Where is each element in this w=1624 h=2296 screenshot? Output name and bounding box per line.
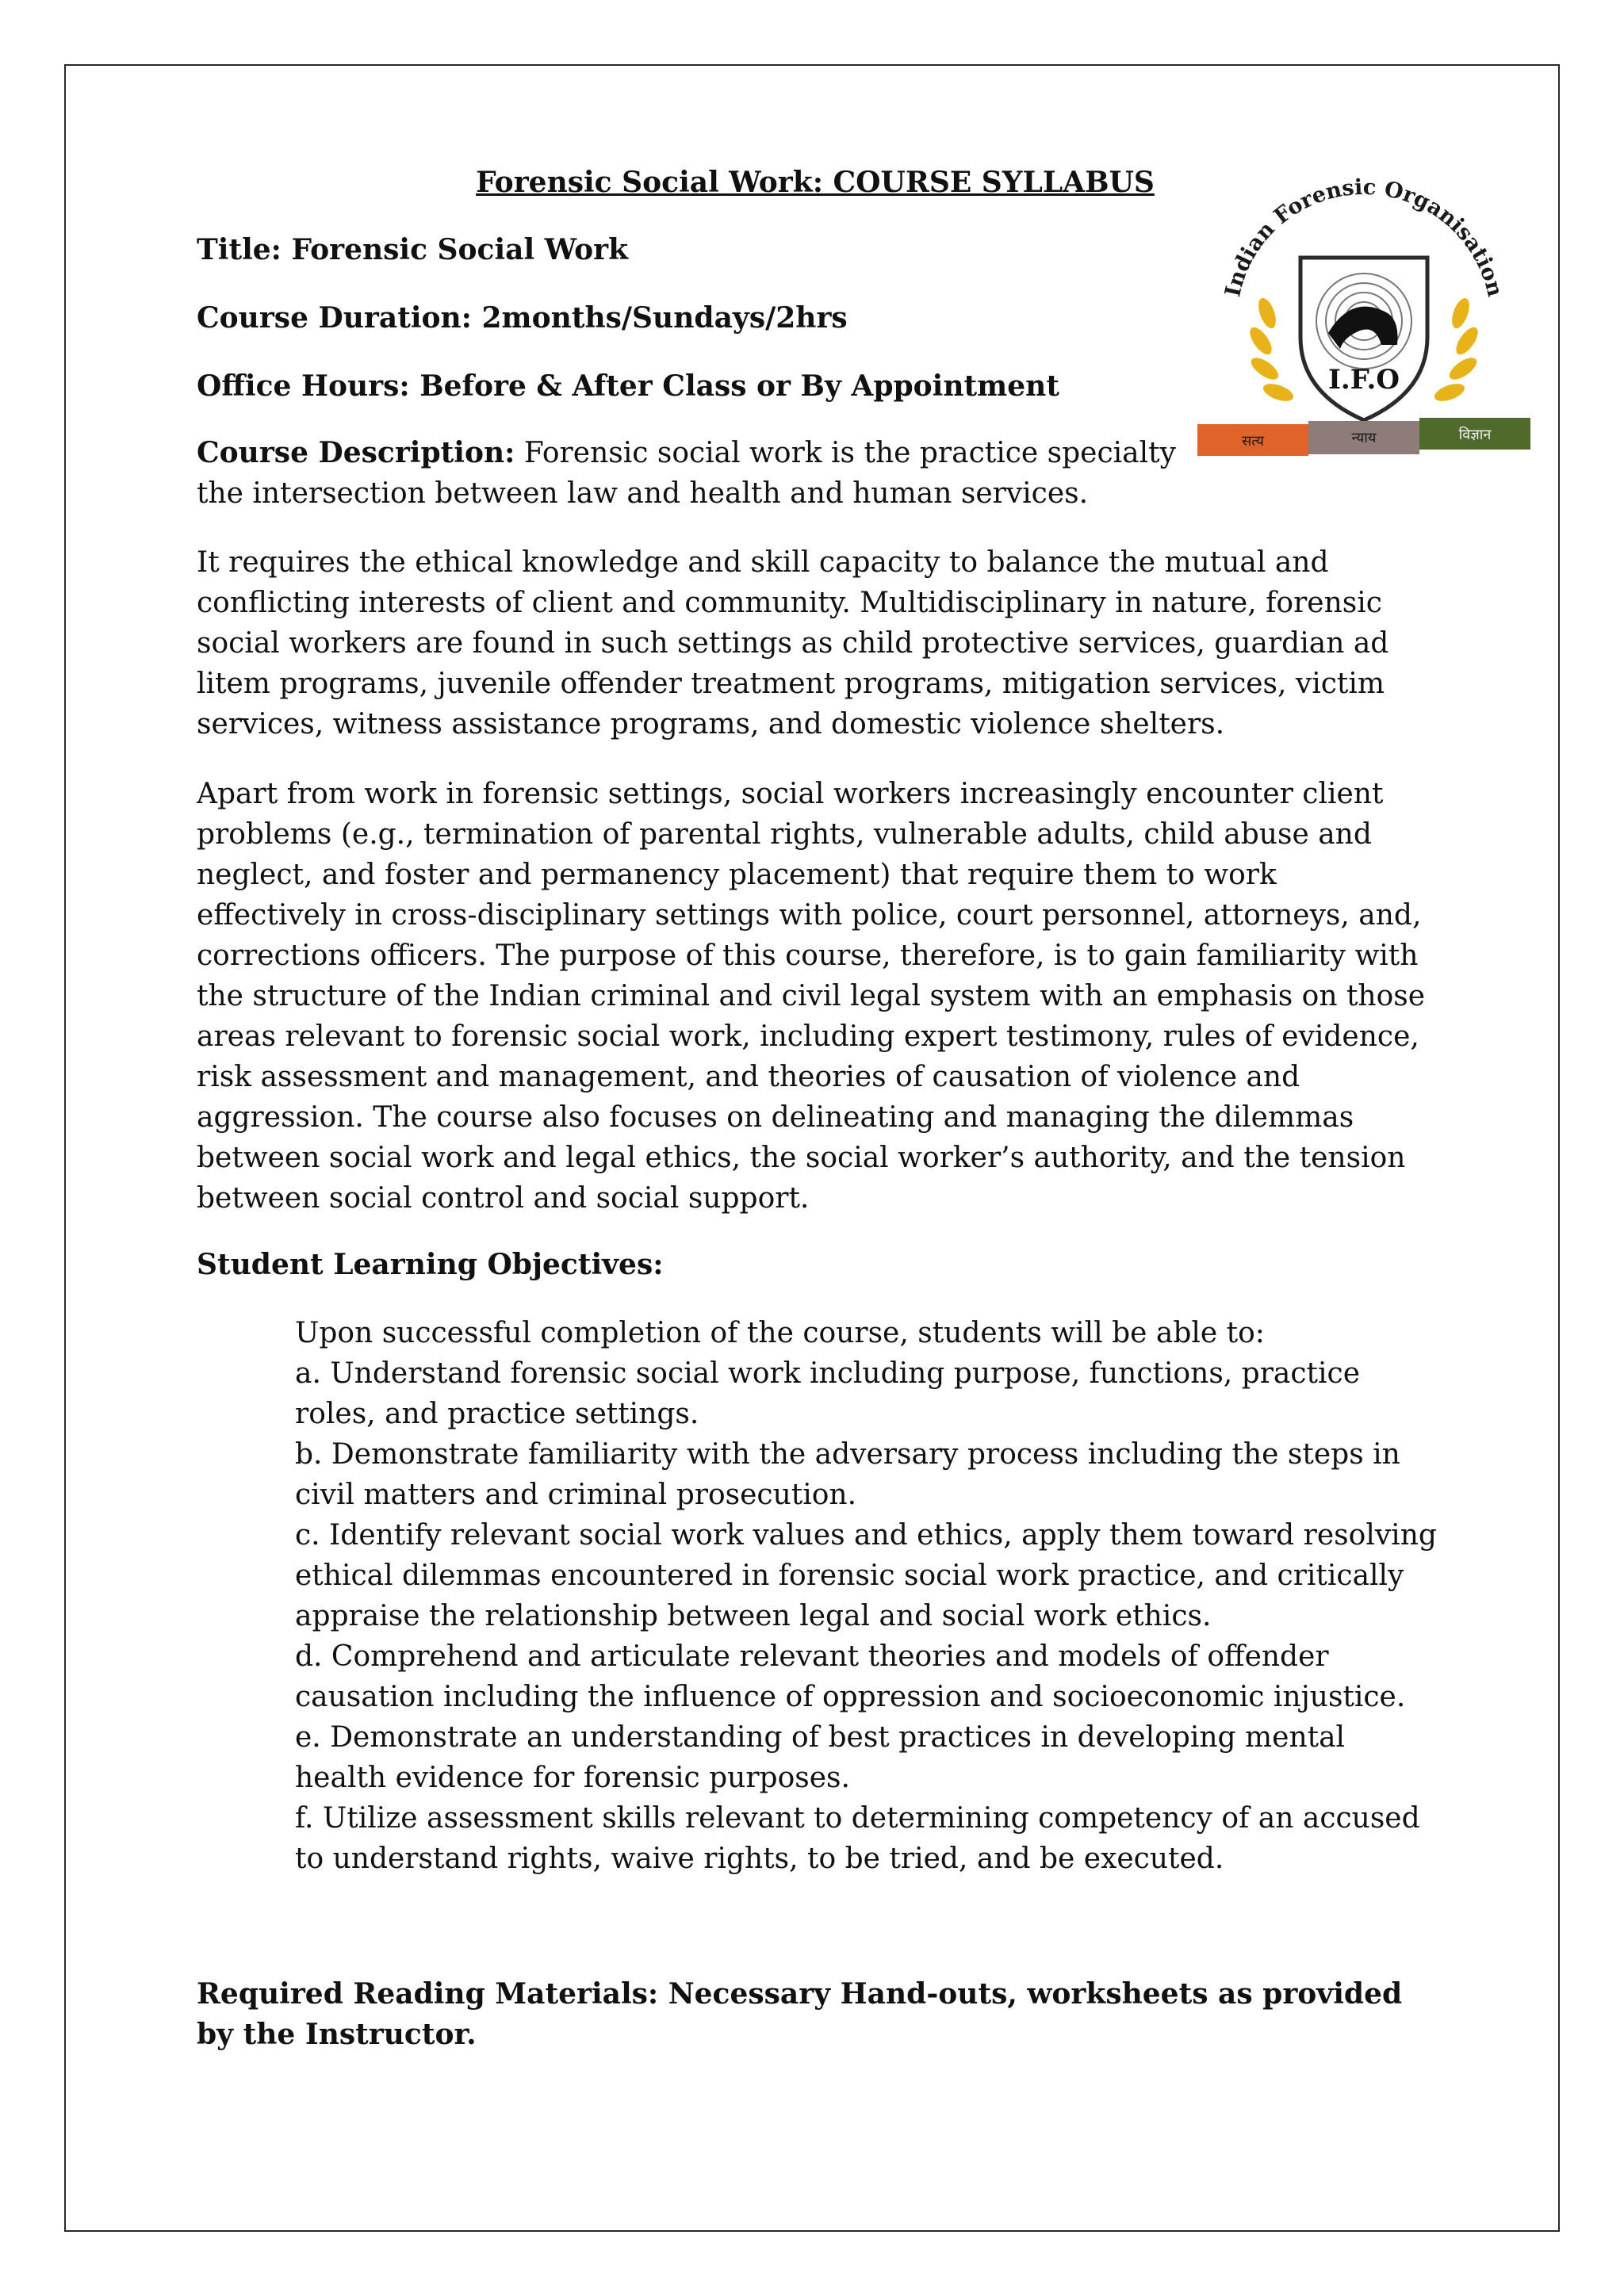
ribbon-left-text: सत्य: [1242, 433, 1264, 450]
course-title: Title: Forensic Social Work: [197, 233, 629, 266]
required-reading: Required Reading Materials: Necessary Hand-outs, worksheets as provided by the Instructor.: [197, 1977, 1403, 2051]
objective-item: e. Demonstrate an understanding of best practices in developing mental health evidence for forensic purposes.: [295, 1721, 1346, 1794]
objective-item: b. Demonstrate familiarity with the adversary process including the steps in civil matters and criminal prosecution.: [295, 1438, 1400, 1511]
ribbon-middle-text: न्याय: [1351, 430, 1377, 446]
objectives-heading: Student Learning Objectives:: [197, 1248, 664, 1281]
objective-item: a. Understand forensic social work including purpose, functions, practice roles, and practice settings.: [295, 1357, 1361, 1430]
objective-item: f. Utilize assessment skills relevant to determining competency of an accused to understand rights, waive rights, to be tried, and be executed.: [295, 1802, 1420, 1875]
office-hours: Office Hours: Before & After Class or By Appointment: [197, 369, 1059, 403]
course-duration: Course Duration: 2months/Sundays/2hrs: [197, 301, 848, 335]
paragraph-purpose: Apart from work in forensic settings, social workers increasingly encounter client problems (e.g., termination of parental rights, vulnerable adults, child abuse and neglect, and foster and permanency placement) that require them to work effectively in cross-disciplinary settings with police, court personnel, attorneys, and, corrections officers. The purpose of this course, therefore, is to gain familiarity with the structure of the Indian criminal and civil legal system with an emphasis on those areas relevant to forensic social work, including expert testimony, rules of evidence, risk assessment and management, and theories of causation of violence and aggression. The course also focuses on delineating and managing the dilemmas between social work and legal ethics, the social worker’s authority, and the tension between social control and social support.: [197, 778, 1426, 1215]
objective-item: d. Comprehend and articulate relevant theories and models of offender causation including the influence of oppression and socioeconomic injustice.: [295, 1640, 1406, 1713]
course-description-continued: the intersection between law and health and human services.: [197, 477, 1089, 510]
shield-text: I.F.O: [1328, 364, 1400, 396]
course-description-line: [197, 433, 1188, 473]
objectives-list: [295, 1313, 1445, 1879]
paragraph-ethics: It requires the ethical knowledge and skill capacity to balance the mutual and conflicting interests of client and community. Multidisciplinary in nature, forensic social workers are found in such settings as child protective services, guardian ad litem programs, juvenile offender treatment programs, mitigation services, victim services, witness assistance programs, and domestic violence shelters.: [197, 546, 1389, 740]
logo-arc-text: Indian Forensic Organisation: [1220, 174, 1507, 300]
course-description-text: Forensic social work is the practice specialty: [515, 437, 1176, 469]
ifo-logo: [1182, 155, 1546, 472]
objectives-intro: Upon successful completion of the course, students will be able to:: [295, 1317, 1265, 1349]
ribbon-right-text: विज्ञान: [1458, 427, 1492, 443]
objective-item: c. Identify relevant social work values and ethics, apply them toward resolving ethical dilemmas encountered in forensic social work practice, and critically appraise the relationship between legal and social work ethics.: [295, 1519, 1437, 1632]
course-description-label: Course Description:: [197, 436, 515, 469]
document-heading: Forensic Social Work: COURSE SYLLABUS: [476, 166, 1155, 199]
